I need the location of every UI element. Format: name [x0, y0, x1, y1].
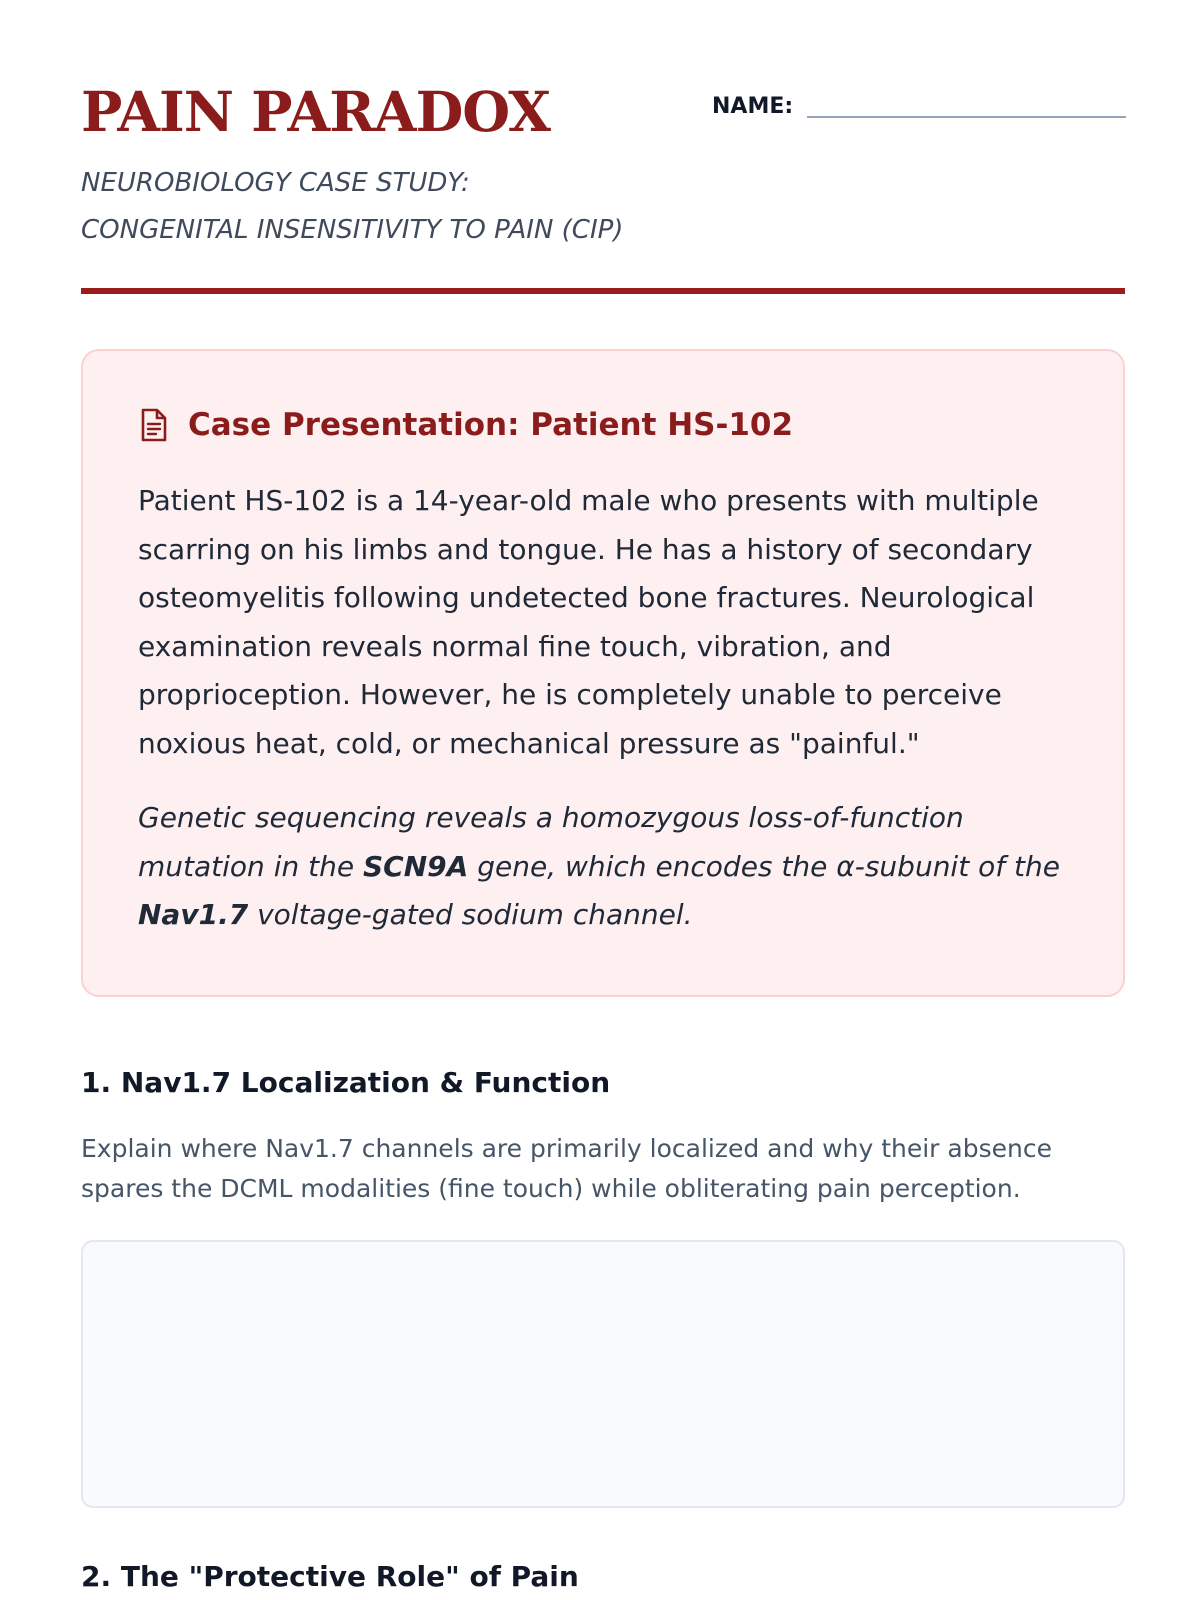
answer-field[interactable] — [81, 1240, 1125, 1508]
header-divider — [81, 288, 1125, 294]
worksheet-header — [81, 0, 1125, 294]
question-title: 2. The "Protective Role" of Pain — [81, 1560, 579, 1593]
genetic-text-3: voltage-gated sodium channel. — [248, 898, 693, 931]
genetic-text-2: gene, which encodes the α-subunit of the — [468, 849, 1060, 883]
question-1 — [81, 1066, 1125, 1209]
worksheet-page — [81, 0, 1125, 1593]
name-field-group — [712, 86, 1126, 118]
page-subtitle — [81, 160, 623, 254]
question-prompt: Explain where Nav1.7 channels are primarily localized and why their absence spares the DCML modalities (fine touch) while obliterating pain perception. — [81, 1134, 1052, 1203]
case-genetic-finding — [138, 794, 1068, 940]
name-label: NAME: — [712, 94, 794, 119]
case-presentation-box — [81, 349, 1125, 997]
subtitle-line-2: CONGENITAL INSENSITIVITY TO PAIN (CIP) — [81, 215, 624, 245]
channel-name: Nav1.7 — [138, 898, 249, 931]
page-title: PAIN PARADOX — [81, 79, 550, 144]
genetic-text-1: Genetic sequencing reveals a homozygous loss-of-function mutation in the — [138, 801, 964, 883]
case-heading — [138, 407, 1068, 443]
question-title: 1. Nav1.7 Localization & Function — [81, 1066, 611, 1099]
subtitle-line-1: NEUROBIOLOGY CASE STUDY: — [81, 168, 470, 198]
document-icon — [138, 407, 170, 443]
name-field[interactable] — [807, 86, 1126, 118]
gene-name: SCN9A — [362, 849, 469, 883]
case-description: Patient HS-102 is a 14-year-old male who presents with multiple scarring on his limbs and tongue. He has a history of secondary osteomyelitis following undetected bone fractures. Neurological examination reveals normal fine touch, vibration, and proprioception. However, he is completely unable to perceive noxious heat, cold, or mechanical pressure as "painful." — [138, 484, 1039, 760]
case-title: Case Presentation: Patient HS-102 — [188, 406, 794, 443]
question-2 — [81, 1560, 1125, 1593]
